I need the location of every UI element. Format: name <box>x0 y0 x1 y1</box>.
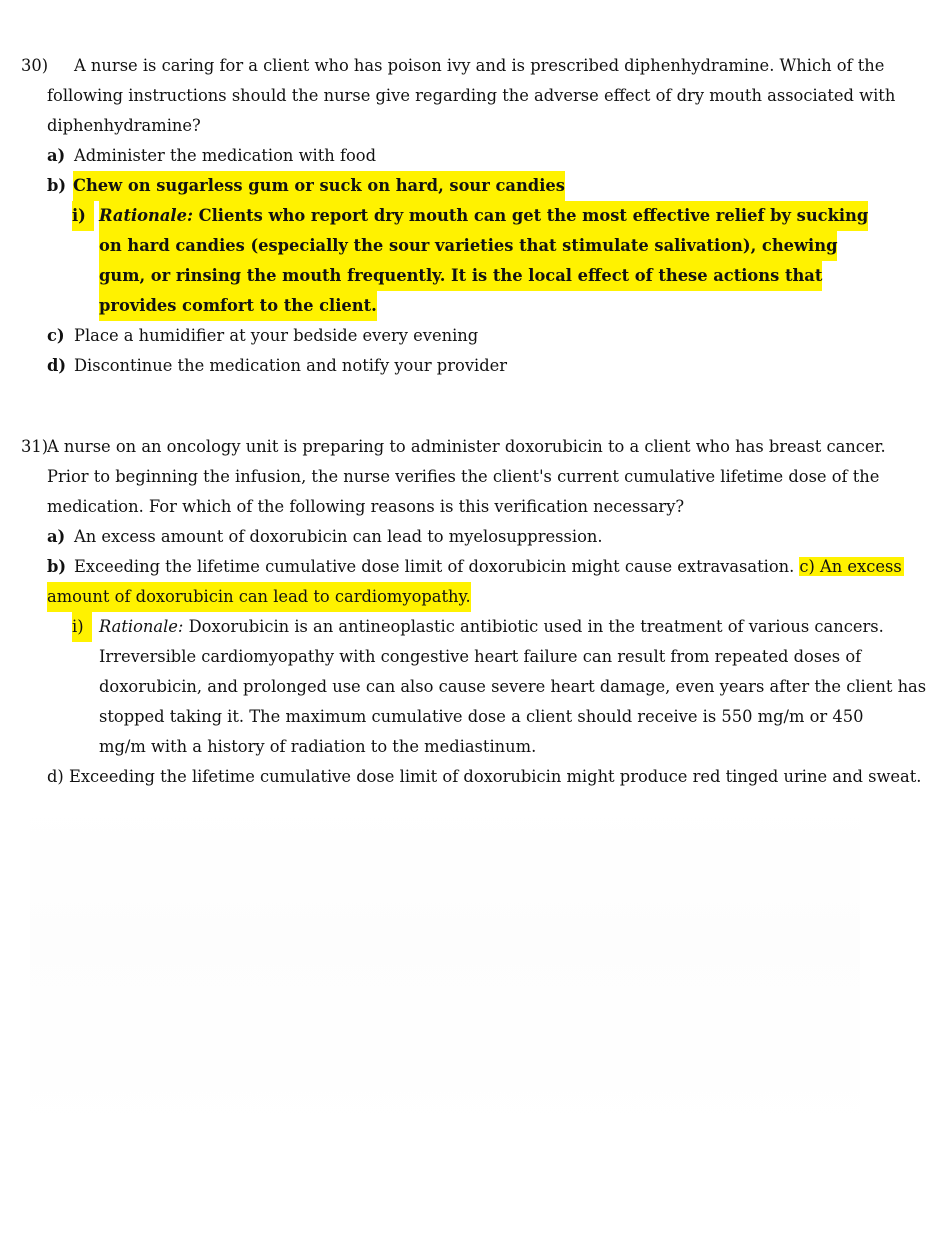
question-stem-line: diphenhydramine? <box>47 116 201 135</box>
question-stem-line: 31) A nurse on an oncology unit is preparing to administer doxorubicin to a client who has breast cancer. <box>0 432 880 462</box>
question-number: 30) <box>21 56 49 75</box>
option-d: d) Discontinue the medication and notify your provider <box>47 356 508 375</box>
question-stem-line: 30) A nurse is caring for a client who has poison ivy and is prescribed diphenhydramine. Which of the <box>0 51 880 81</box>
question-number: 31) <box>21 437 49 456</box>
option-d: d) Exceeding the lifetime cumulative dose limit of doxorubicin might produce red tinged urine and sweat. <box>47 767 922 786</box>
rationale-block: i) Rationale: Doxorubicin is an antineoplastic antibiotic used in the treatment of various cancers. Irreversible cardiomyopathy with congestive heart failure can result from repeated doses of doxorubicin, and prolonged use can also cause severe heart damage, even years after the client has stopped taking it. The maximum cumulative dose a client should receive is 550 mg/m or 450 mg/m with a history of radiation to the mediastinum. <box>0 612 880 762</box>
question-stem-line: Prior to beginning the infusion, the nurse verifies the client's current cumulative lifetime dose of the <box>47 467 880 486</box>
question-stem-line: following instructions should the nurse give regarding the adverse effect of dry mouth associated with <box>47 86 896 105</box>
rationale-block: i) Rationale: Clients who report dry mouth can get the most effective relief by sucking on hard candies (especially the sour varieties that stimulate salivation), chewing gum, or rinsing the mouth frequently. It is the local effect of these actions that provides comfort to the client. <box>0 201 880 321</box>
option-b-correct: b) Chew on sugarless gum or suck on hard, sour candies <box>0 171 880 201</box>
option-c-correct-continued: amount of doxorubicin can lead to cardiomyopathy. <box>0 582 880 612</box>
question-31 <box>0 432 926 792</box>
option-a: a) An excess amount of doxorubicin can lead to myelosuppression. <box>47 527 603 546</box>
question-30 <box>0 51 896 381</box>
option-a: a) Administer the medication with food <box>47 146 376 165</box>
rationale-label: Rationale: <box>99 617 189 636</box>
option-b: b) Exceeding the lifetime cumulative dose limit of doxorubicin might cause extravasation. c) An excess <box>47 557 902 576</box>
rationale-label: Rationale: <box>99 206 199 225</box>
option-c: c) Place a humidifier at your bedside every evening <box>47 326 479 345</box>
page-shading <box>30 800 860 1140</box>
option-c-correct: c) An excess <box>799 557 902 576</box>
question-stem-line: medication. For which of the following reasons is this verification necessary? <box>47 497 685 516</box>
